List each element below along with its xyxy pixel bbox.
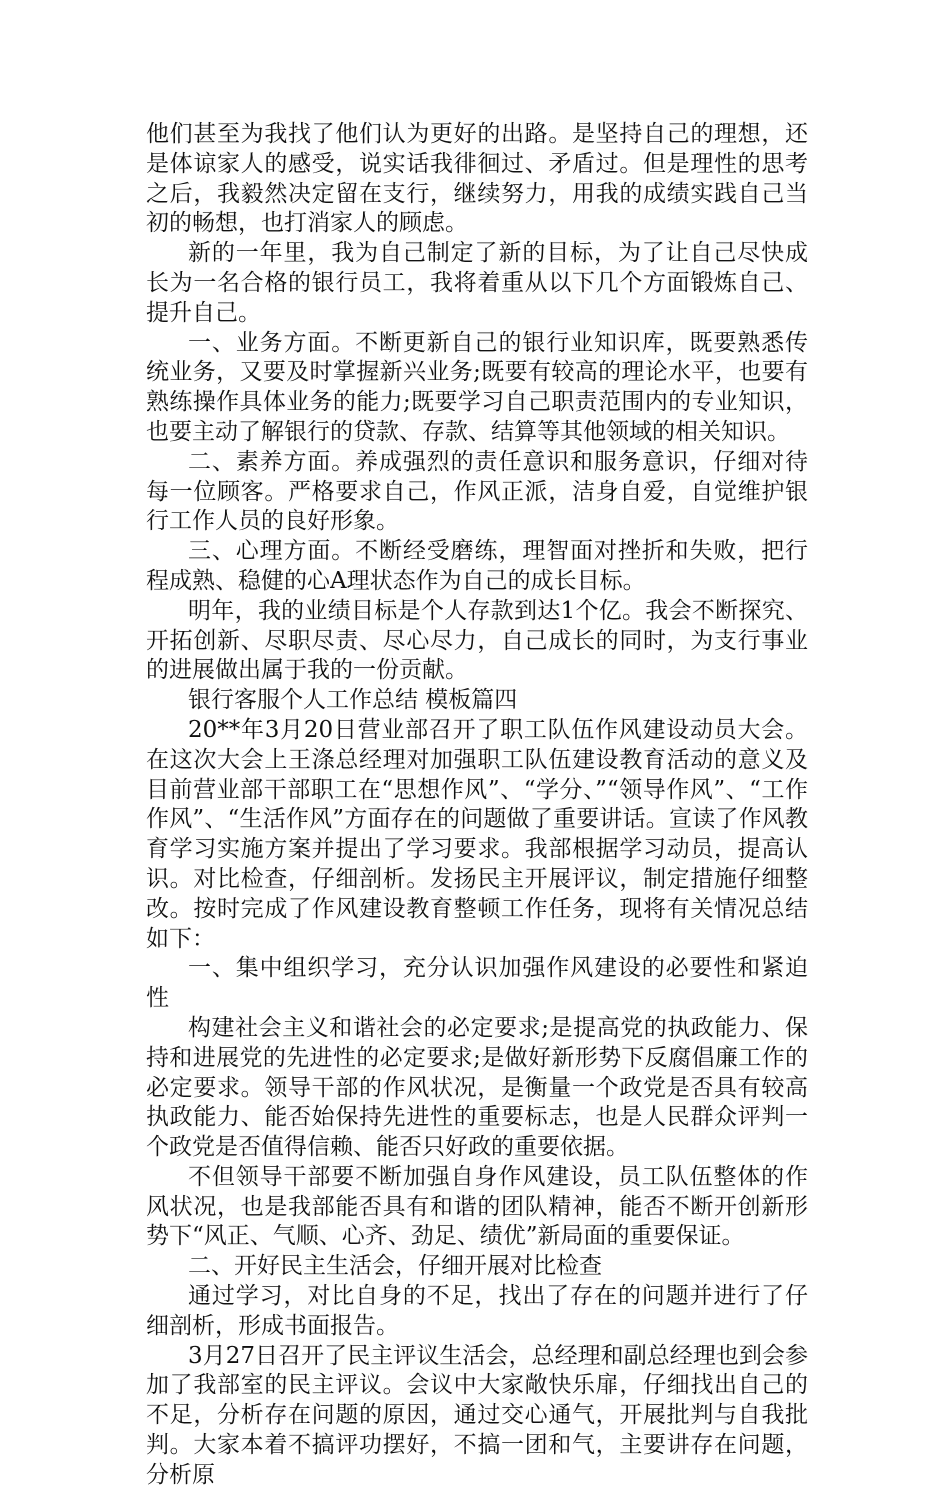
document-body — [146, 120, 808, 1491]
paragraph: 一、业务方面。不断更新自己的银行业知识库，既要熟悉传统业务，又要及时掌握新兴业务;既要有较高的理论水平，也要有熟练操作具体业务的能力;既要学习自己职责范围内的专业知识，也要主动了解银行的贷款、存款、结算等其他领域的相关知识。 — [146, 329, 808, 445]
section-heading: 银行客服个人工作总结 模板篇四 — [188, 687, 518, 714]
section-heading: 二、开好民主生活会，仔细开展对比检查 — [188, 1253, 602, 1280]
paragraph: 通过学习，对比自身的不足，找出了存在的问题并进行了仔细剖析，形成书面报告。 — [146, 1283, 808, 1339]
paragraph: 三、心理方面。不断经受磨练，理智面对挫折和失败，把行程成熟、稳健的心A理状态作为自己的成长目标。 — [146, 538, 808, 594]
paragraph: 二、素养方面。养成强烈的责任意识和服务意识，仔细对待每一位顾客。严格要求自己，作风正派，洁身自爱，自觉维护银行工作人员的良好形象。 — [146, 448, 808, 535]
section-heading: 一、集中组织学习，充分认识加强作风建设的必要性和紧迫性 — [146, 955, 808, 1012]
paragraph: 3月27日召开了民主评议生活会，总经理和副总经理也到会参加了我部室的民主评议。会议中大家敞快乐扉，仔细找出自己的不足，分析存在问题的原因，通过交心通气，开展批判与自我批判。大家本着不搞评功摆好，不搞一团和气，主要讲存在问题，分析原 — [146, 1342, 808, 1488]
paragraph: 他们甚至为我找了他们认为更好的出路。是坚持自己的理想，还是体谅家人的感受，说实话我徘徊过、矛盾过。但是理性的思考之后，我毅然决定留在支行，继续努力，用我的成绩实践自己当初的畅想，也打消家人的顾虑。 — [146, 121, 808, 237]
paragraph: 新的一年里，我为自己制定了新的目标，为了让自己尽快成长为一名合格的银行员工，我将着重从以下几个方面锻炼自己、提升自己。 — [146, 240, 808, 326]
paragraph: 构建社会主义和谐社会的必定要求;是提高党的执政能力、保持和进展党的先进性的必定要求;是做好新形势下反腐倡廉工作的必定要求。领导干部的作风状况，是衡量一个政党是否具有较高执政能力、能否始保持先进性的重要标志，也是人民群众评判一个政党是否值得信赖、能否只好政的重要依据。 — [146, 1014, 808, 1161]
paragraph: 20**年3月20日营业部召开了职工队伍作风建设动员大会。在这次大会上王涤总经理对加强职工队伍建设教育活动的意义及目前营业部干部职工在“思想作风”、“学分、”“领导作风”、“工作作风”、“生活作风”方面存在的问题做了重要讲话。宣读了作风教育学习实施方案并提出了学习要求。我部根据学习动员，提高认识。对比检查，仔细剖析。发扬民主开展评议，制定措施仔细整改。按时完成了作风建设教育整顿工作任务，现将有关情况总结如下： — [146, 716, 808, 952]
paragraph: 不但领导干部要不断加强自身作风建设，员工队伍整体的作风状况，也是我部能否具有和谐的团队精神，能否不断开创新形势下“风正、气顺、心齐、劲足、绩优”新局面的重要保证。 — [146, 1163, 808, 1250]
paragraph: 明年，我的业绩目标是个人存款到达1个亿。我会不断探究、开拓创新、尽职尽责、尽心尽力，自己成长的同时，为支行事业的进展做出属于我的一份贡献。 — [146, 597, 808, 684]
